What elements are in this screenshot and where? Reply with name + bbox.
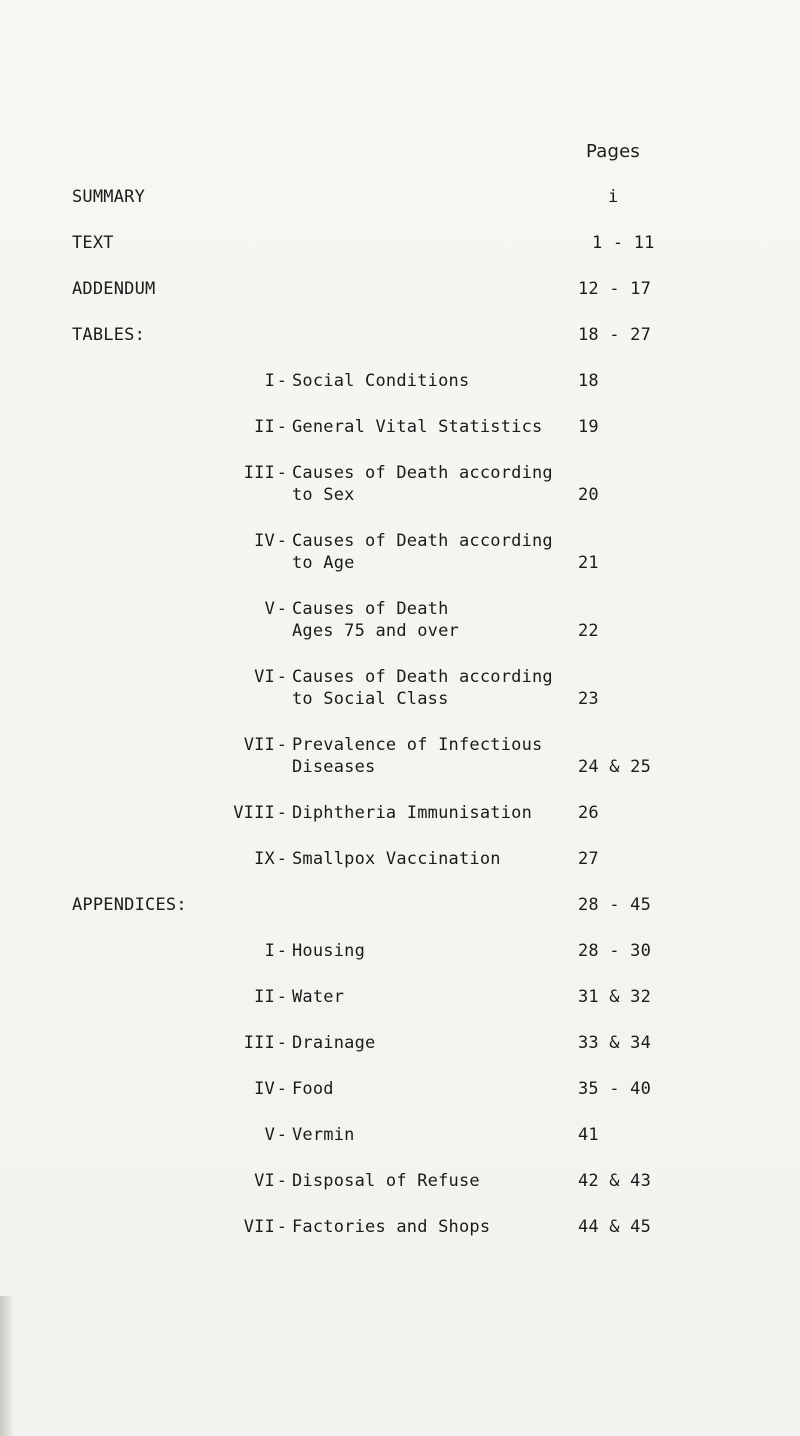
- dash: -: [276, 849, 288, 869]
- appendix-pages: 28 - 30: [578, 941, 652, 961]
- table-pages: 19: [578, 417, 599, 437]
- table-number: V: [264, 599, 275, 619]
- dash: -: [276, 1079, 288, 1099]
- table-number: I: [264, 371, 275, 391]
- appendix-pages: 35 - 40: [578, 1079, 652, 1099]
- dash: -: [276, 371, 288, 391]
- table-pages: 24 & 25: [578, 757, 652, 777]
- section-pages-appendices: 28 - 45: [578, 895, 652, 915]
- table-number: VI: [254, 667, 275, 687]
- section-label-appendices: APPENDICES:: [72, 895, 187, 915]
- appendix-number: II: [254, 987, 275, 1007]
- table-pages: 20: [578, 485, 599, 505]
- appendix-number: VII: [243, 1217, 275, 1237]
- table-pages: 27: [578, 849, 599, 869]
- section-pages-summary: i: [608, 187, 619, 207]
- appendix-pages: 42 & 43: [578, 1171, 652, 1191]
- appendix-pages: 44 & 45: [578, 1217, 652, 1237]
- table-number: IX: [254, 849, 275, 869]
- scan-edge-shadow: [0, 1296, 14, 1436]
- dash: -: [276, 1217, 288, 1237]
- dash: -: [276, 463, 288, 483]
- dash: -: [276, 667, 288, 687]
- dash: -: [276, 941, 288, 961]
- appendix-title: Factories and Shops: [292, 1217, 491, 1237]
- section-pages-tables: 18 - 27: [578, 325, 652, 345]
- section-label-tables: TABLES:: [72, 325, 146, 345]
- dash: -: [276, 531, 288, 551]
- dash: -: [276, 803, 288, 823]
- appendix-title: Disposal of Refuse: [292, 1171, 480, 1191]
- table-title: Causes of Death: [292, 599, 449, 619]
- appendix-title: Drainage: [292, 1033, 376, 1053]
- dash: -: [276, 1125, 288, 1145]
- appendix-pages: 33 & 34: [578, 1033, 652, 1053]
- appendix-number: VI: [254, 1171, 275, 1191]
- section-label-addendum: ADDENDUM: [72, 279, 156, 299]
- table-title: General Vital Statistics: [292, 417, 543, 437]
- table-title: Causes of Death according: [292, 667, 553, 687]
- appendix-pages: 41: [578, 1125, 599, 1145]
- dash: -: [276, 417, 288, 437]
- table-title-continued: to Age: [292, 553, 355, 573]
- appendix-pages: 31 & 32: [578, 987, 652, 1007]
- appendix-number: V: [264, 1125, 275, 1145]
- appendix-title: Water: [292, 987, 345, 1007]
- pages-column-header: Pages: [586, 141, 640, 162]
- section-pages-text: 1 - 11: [592, 233, 655, 253]
- table-number: IV: [254, 531, 275, 551]
- appendix-number: IV: [254, 1079, 275, 1099]
- table-pages: 22: [578, 621, 599, 641]
- table-number: VII: [243, 735, 275, 755]
- appendix-number: III: [243, 1033, 275, 1053]
- table-number: III: [243, 463, 275, 483]
- table-title: Diphtheria Immunisation: [292, 803, 533, 823]
- dash: -: [276, 599, 288, 619]
- table-pages: 23: [578, 689, 599, 709]
- table-number: II: [254, 417, 275, 437]
- table-title: Prevalence of Infectious: [292, 735, 543, 755]
- dash: -: [276, 1033, 288, 1053]
- section-label-text: TEXT: [72, 233, 114, 253]
- table-title: Smallpox Vaccination: [292, 849, 501, 869]
- table-title-continued: Diseases: [292, 757, 376, 777]
- section-pages-addendum: 12 - 17: [578, 279, 652, 299]
- dash: -: [276, 987, 288, 1007]
- table-title-continued: to Social Class: [292, 689, 449, 709]
- table-pages: 18: [578, 371, 599, 391]
- dash: -: [276, 735, 288, 755]
- table-title: Causes of Death according: [292, 531, 553, 551]
- appendix-title: Housing: [292, 941, 366, 961]
- appendix-title: Vermin: [292, 1125, 355, 1145]
- appendix-number: I: [264, 941, 275, 961]
- appendix-title: Food: [292, 1079, 334, 1099]
- section-label-summary: SUMMARY: [72, 187, 146, 207]
- table-pages: 21: [578, 553, 599, 573]
- table-title: Causes of Death according: [292, 463, 553, 483]
- table-pages: 26: [578, 803, 599, 823]
- table-title: Social Conditions: [292, 371, 470, 391]
- table-title-continued: to Sex: [292, 485, 355, 505]
- dash: -: [276, 1171, 288, 1191]
- table-number: VIII: [233, 803, 275, 823]
- table-title-continued: Ages 75 and over: [292, 621, 459, 641]
